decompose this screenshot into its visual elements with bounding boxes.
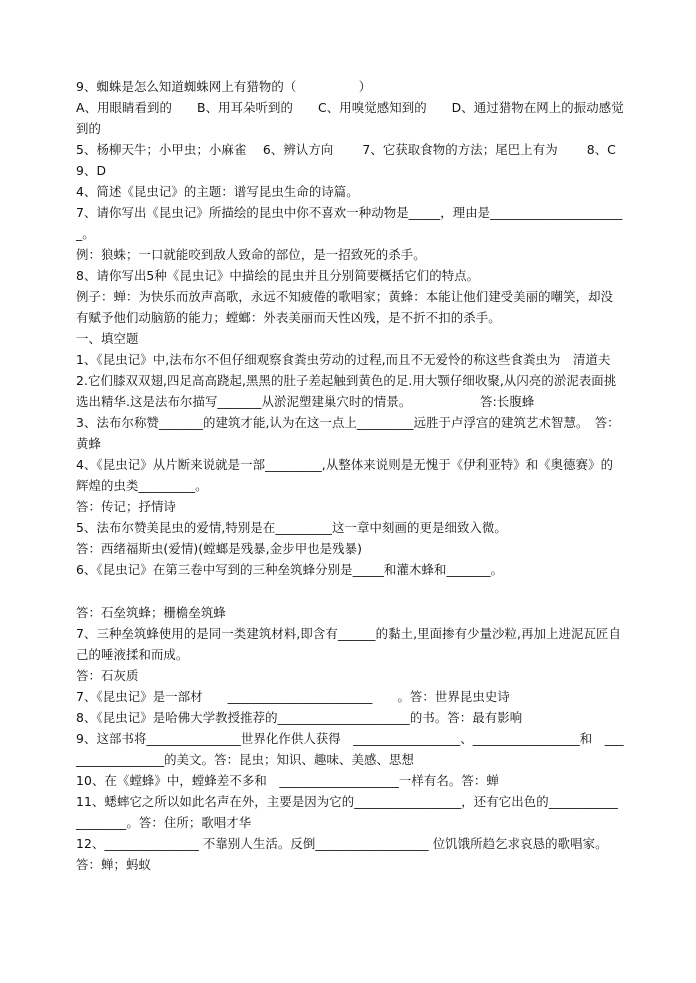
fill-answer-5: 答：西绪福斯虫(爱情)(螳螂是残暴,金步甲也是残暴): [76, 541, 363, 556]
fill-question-6: 6、《昆虫记》在第三卷中写到的三种垒筑蜂分别是_____和灌木蜂和_______。: [76, 562, 504, 577]
fill-question-7b: 7、《昆虫记》是一部材 _______________________ 。答：世界昆虫史诗: [76, 689, 510, 704]
fill-question-2: 2.它们膝双双翅,四足高高跷起,黑黑的肚子差起触到黄色的足.用大颚仔细收聚,从闪亮的淤泥表面挑选出精华.这是法布尔描写_______从淤泥塑建巢穴时的情景。 答:长腹蜂: [76, 373, 617, 409]
question-8-five-insects: 8、请你写出5种《昆虫记》中描绘的昆虫并且分别简要概括它们的特点。: [76, 268, 480, 283]
fill-answer-4: 答：传记；抒情诗: [76, 499, 176, 514]
example-wolf-spider: 例：狼蛛；一口就能咬到敌人致命的部位，是一招致死的杀手。: [76, 247, 426, 262]
fill-question-8: 8、《昆虫记》是哈佛大学教授推荐的_____________________的书。答：最有影响: [76, 710, 523, 725]
question-9-options: A、用眼睛看到的 B、用耳朵听到的 C、用嗅觉感知到的 D、通过猎物在网上的振动感觉到的: [76, 100, 624, 136]
fill-question-4: 4、《昆虫记》从片断来说就是一部_________,从整体来说则是无愧于《伊利亚特》和《奥德赛》的辉煌的虫类_________。: [76, 457, 614, 493]
fill-answer-6: 答：石垒筑蜂；栅檐垒筑蜂: [76, 605, 226, 620]
question-9: 9、蜘蛛是怎么知道蜘蛛网上有猎物的（ ）: [76, 79, 372, 94]
fill-question-9: 9、这部书将_______________世界化作供人获得 _________________、_________________和 _________________的美文。答：昆虫；知识、趣味、美感、思想: [76, 731, 624, 767]
fill-question-7: 7、三种垒筑蜂使用的是同一类建筑材料,即含有______的黏土,里面掺有少量沙粒,再加上进泥瓦匠自己的唾液揉和而成。: [76, 626, 622, 662]
fill-question-12: 12、_______________ 不靠别人生活。反倒__________________ 位饥饿所趋乞求哀恳的歌唱家。答：蝉；蚂蚁: [76, 836, 608, 872]
example-cicada-wasp-mantis: 例子：蝉：为快乐而放声高歌，永远不知疲倦的歌唱家；黄蜂：本能让他们建受美丽的嘲笑，却没有赋予他们动脑筋的能力；螳螂：外表美丽而天性凶残，是不折不扣的杀手。: [76, 289, 614, 325]
fill-question-3: 3、法布尔称赞_______的建筑才能,认为在这一点上_________远胜于卢浮宫的建筑艺术智慧。 答：黄蜂: [76, 415, 620, 451]
fill-question-11: 11、蟋蟀它之所以如此名声在外，主要是因为它的_________________，还有它出色的___________________。答：住所；歌唱才华: [76, 794, 618, 830]
fill-question-5: 5、法布尔赞美昆虫的爱情,特别是在_________这一章中刻画的更是细致入微。: [76, 520, 507, 535]
answers-5-to-9: 5、杨柳天牛；小甲虫；小麻雀 6、辨认方向 7、它获取食物的方法；尾巴上有为 8、C 9、D: [76, 142, 645, 178]
fill-question-10: 10、在《螳蜂》中，螳蜂差不多和 ___________________一样有名。答：蝉: [76, 773, 499, 788]
document-body: [76, 76, 645, 875]
question-4-theme: 4、简述《昆虫记》的主题：谱写昆虫生命的诗篇。: [76, 184, 359, 199]
fill-question-1: 1、《昆虫记》中,法布尔不但仔细观察食粪虫劳动的过程,而且不无爱怜的称这些食粪虫为 清道夫: [76, 352, 611, 367]
fill-answer-7: 答：石灰质: [76, 668, 139, 683]
section-heading-fill-blank: 一、填空题: [76, 331, 139, 346]
question-7-dislike: 7、请你写出《昆虫记》所描绘的昆虫中你不喜欢一种动物是_____，理由是______________________。: [76, 205, 623, 241]
